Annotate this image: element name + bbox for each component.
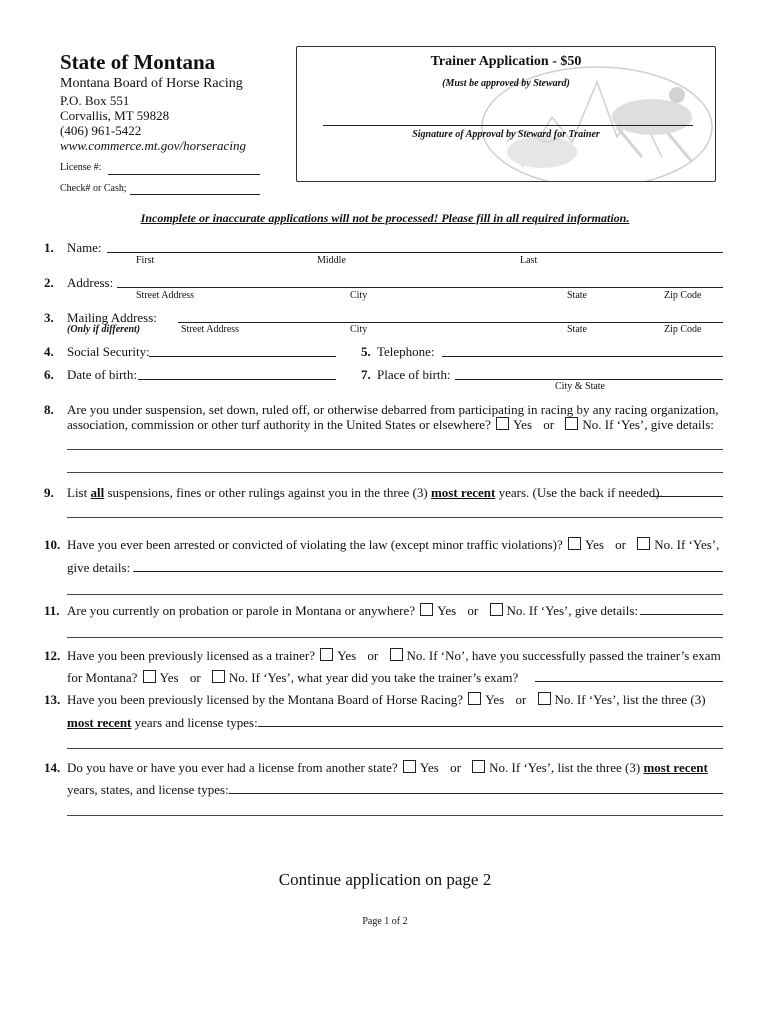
q12-exam-year-field[interactable]: [535, 681, 723, 682]
q11-details-line[interactable]: [67, 637, 723, 638]
q1-number: 1.: [44, 240, 54, 255]
q14-no-checkbox[interactable]: [472, 760, 485, 773]
q8-details-line-1[interactable]: [67, 449, 723, 450]
q7-label: Place of birth:: [377, 367, 451, 382]
steward-signature-field[interactable]: [323, 125, 693, 126]
sub-state: State: [567, 290, 587, 301]
sub-zip: Zip Code: [664, 290, 702, 301]
q10-no-label: No. If ‘Yes’,: [654, 537, 720, 552]
q10-details-field[interactable]: [133, 571, 723, 572]
q14-no-label: No. If ‘Yes’, list the three (3): [489, 760, 644, 775]
name-field[interactable]: [107, 252, 723, 253]
q13-text: Have you been previously licensed by the Montana Board of Horse Racing?: [67, 692, 464, 707]
website: www.commerce.mt.gov/horseracing: [60, 138, 246, 153]
q12-yes-checkbox[interactable]: [320, 648, 333, 661]
q14-details-field[interactable]: [229, 793, 723, 794]
q12-text: Have you been previously licensed as a trainer?: [67, 648, 315, 663]
q12-exam-yes-label: Yes: [159, 670, 179, 685]
q10-yes-checkbox[interactable]: [568, 537, 581, 550]
q9-most-recent: most recent: [430, 485, 496, 500]
q13-yes-label: Yes: [485, 692, 505, 707]
q7-number: 7.: [361, 367, 371, 382]
page-number: Page 1 of 2: [362, 916, 408, 927]
sub-middle: Middle: [317, 255, 346, 266]
q4-number: 4.: [44, 344, 54, 359]
q5-number: 5.: [361, 344, 371, 359]
q13-details-field[interactable]: [258, 726, 723, 727]
q13-line2-text: years and license types:: [131, 715, 258, 730]
q13-number: 13.: [44, 692, 61, 707]
q12-exam-yes-checkbox[interactable]: [143, 670, 156, 683]
license-label: License #:: [60, 162, 102, 173]
q11-inline-field[interactable]: [640, 614, 723, 615]
telephone-field[interactable]: [442, 356, 723, 357]
approval-title: Trainer Application - $50: [430, 54, 582, 69]
q11-no-checkbox[interactable]: [490, 603, 503, 616]
approval-box: [296, 46, 716, 182]
q13-no-checkbox[interactable]: [538, 692, 551, 705]
q14-or: or: [450, 760, 461, 775]
q10-or: or: [615, 537, 626, 552]
q2-label: Address:: [67, 275, 114, 290]
q3-label: Mailing Address:: [67, 310, 157, 325]
q8-line1: Are you under suspension, set down, ruled off, or otherwise debarred from participating in racing by any racing organization,: [67, 402, 719, 417]
q10-number: 10.: [44, 537, 61, 552]
q10-details-line-2[interactable]: [67, 594, 723, 595]
q12-or: or: [367, 648, 379, 663]
q12-text-line: [67, 648, 721, 664]
q14-text-line: [67, 760, 708, 776]
warning-text: Incomplete or inaccurate applications will not be processed! Please fill in all required information.: [140, 211, 630, 225]
q14-yes-label: Yes: [419, 760, 439, 775]
q9-number: 9.: [44, 485, 54, 500]
q8-yes-checkbox[interactable]: [496, 417, 509, 430]
q3-number: 3.: [44, 310, 54, 325]
q10-text: Have you ever been arrested or convicted of violating the law (except minor traffic violations)?: [67, 537, 563, 552]
q8-no-checkbox[interactable]: [565, 417, 578, 430]
q1-label: Name:: [67, 240, 102, 255]
sub-city-state: City & State: [555, 381, 605, 392]
q12-exam-no-checkbox[interactable]: [212, 670, 225, 683]
city-line: Corvallis, MT 59828: [60, 108, 170, 123]
q14-number: 14.: [44, 760, 61, 775]
sub-state-mailing: State: [567, 324, 587, 335]
q9-all: all: [90, 485, 105, 500]
phone-number: (406) 961-5422: [60, 123, 142, 138]
continue-note: Continue application on page 2: [278, 870, 492, 889]
q13-details-line-2[interactable]: [67, 748, 723, 749]
q6-label: Date of birth:: [67, 367, 138, 382]
q2-number: 2.: [44, 275, 54, 290]
q14-details-line-2[interactable]: [67, 815, 723, 816]
q11-or: or: [467, 603, 479, 618]
q6-number: 6.: [44, 367, 54, 382]
q8-or: or: [543, 417, 555, 432]
state-title: State of Montana: [60, 50, 216, 74]
approval-note: (Must be approved by Steward): [442, 78, 570, 89]
place-of-birth-field[interactable]: [455, 379, 723, 380]
q14-most-recent: most recent: [643, 760, 708, 775]
sub-zip-mailing: Zip Code: [664, 324, 702, 335]
q11-text: Are you currently on probation or parole in Montana or anywhere?: [67, 603, 415, 618]
q13-text-line: [67, 692, 706, 708]
q11-text-line: [67, 603, 638, 619]
q12-exam-or: or: [189, 670, 201, 685]
q13-yes-checkbox[interactable]: [468, 692, 481, 705]
check-field[interactable]: [130, 194, 260, 195]
q11-no-label: No. If ‘Yes’, give details:: [506, 603, 639, 618]
license-field[interactable]: [108, 174, 260, 175]
q12-yes-label: Yes: [337, 648, 357, 663]
q8-line2-text: association, commission or other turf authority in the United States or elsewhere?: [67, 417, 491, 432]
q13-line2: [67, 715, 258, 731]
q12-exam-no-label: No. If ‘Yes’, what year did you take the trainer’s exam?: [228, 670, 519, 685]
q12-number: 12.: [44, 648, 61, 663]
social-security-field[interactable]: [149, 356, 336, 357]
q8-yes-label: Yes: [513, 417, 533, 432]
board-name: Montana Board of Horse Racing: [60, 76, 243, 91]
address-field[interactable]: [117, 287, 723, 288]
check-label: Check# or Cash;: [60, 183, 127, 194]
q9-text: [67, 485, 663, 501]
q9-mid: suspensions, fines or other rulings against you in the three (3): [104, 485, 431, 500]
sub-city-mailing: City: [350, 324, 368, 335]
q13-no-label: No. If ‘Yes’, list the three (3): [554, 692, 706, 707]
q4-label: Social Security:: [67, 344, 150, 359]
q8-details-line-2[interactable]: [67, 472, 723, 473]
q11-yes-label: Yes: [437, 603, 457, 618]
q3-note: (Only if different): [67, 324, 141, 335]
q9-pre: List: [67, 485, 91, 500]
q12-no-label: No. If ‘No’, have you successfully passed the trainer’s exam: [406, 648, 721, 663]
q10-yes-label: Yes: [584, 537, 604, 552]
mailing-address-field[interactable]: [178, 322, 723, 323]
q13-most-recent: most recent: [67, 715, 132, 730]
q11-number: 11.: [44, 603, 60, 618]
q14-line2: years, states, and license types:: [67, 782, 229, 797]
date-of-birth-field[interactable]: [138, 379, 336, 380]
q10-text-line: [67, 537, 719, 553]
q9-details-line[interactable]: [67, 517, 723, 518]
q14-yes-checkbox[interactable]: [403, 760, 416, 773]
sub-street-mailing: Street Address: [181, 324, 240, 335]
q5-label: Telephone:: [377, 344, 435, 359]
q8-line2: [67, 417, 714, 433]
q14-text: Do you have or have you ever had a license from another state?: [67, 760, 398, 775]
sub-street: Street Address: [136, 290, 195, 301]
signature-label: Signature of Approval by Steward for Trainer: [412, 129, 600, 140]
q9-post: years. (Use the back if needed).: [495, 485, 663, 500]
sub-last: Last: [520, 255, 538, 266]
q10-no-checkbox[interactable]: [637, 537, 650, 550]
q12-line2: [67, 670, 518, 686]
sub-city: City: [350, 290, 368, 301]
q10-line2: give details:: [67, 560, 131, 575]
q9-inline-field[interactable]: [652, 496, 723, 497]
q8-no-label: No. If ‘Yes’, give details:: [582, 417, 714, 432]
po-box: P.O. Box 551: [60, 93, 130, 108]
q13-or: or: [515, 692, 527, 707]
sub-first: First: [136, 255, 155, 266]
q12-line2-text: for Montana?: [67, 670, 138, 685]
q12-no-checkbox[interactable]: [390, 648, 403, 661]
q8-number: 8.: [44, 402, 54, 417]
q11-yes-checkbox[interactable]: [420, 603, 433, 616]
